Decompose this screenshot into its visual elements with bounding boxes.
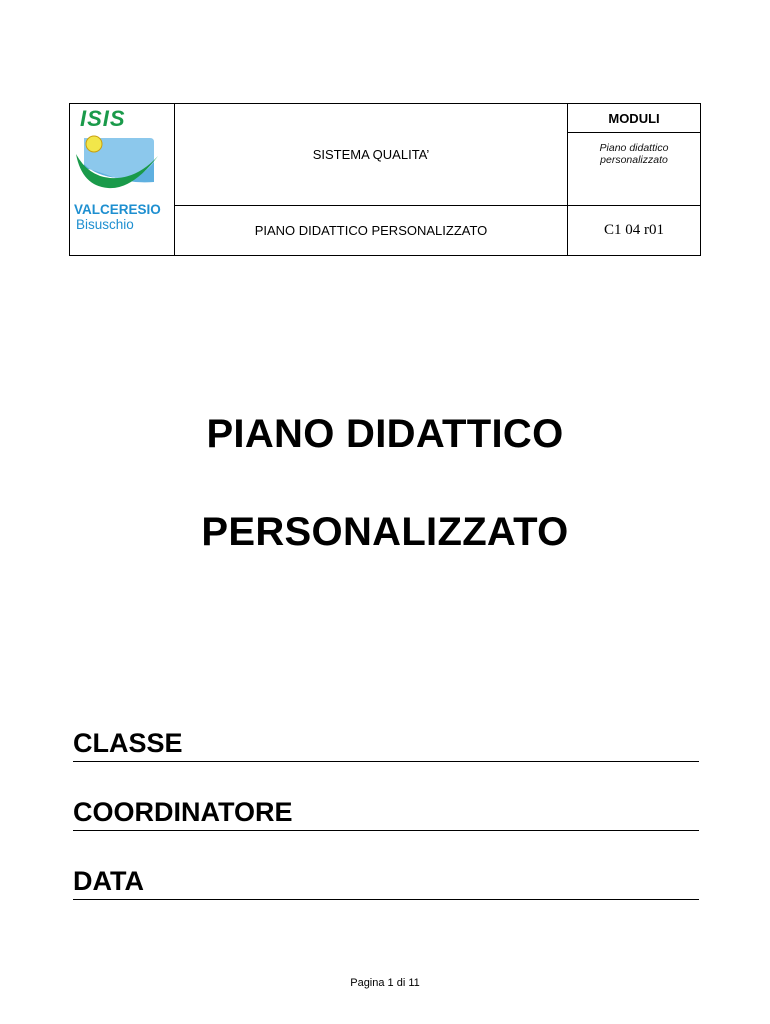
section-sub-cell [568,133,700,206]
page-number: Pagina 1 di 11 [350,977,420,989]
section-sub-text: Piano didattico personalizzato [599,142,669,166]
data-label: DATA [73,866,144,896]
section-label: MODULI [608,110,660,126]
header-table [69,103,701,256]
main-title-line1: PIANO DIDATTICO [206,412,564,456]
svg-text:Bisuschio: Bisuschio [76,217,134,232]
document-label-cell [175,206,568,255]
system-label: SISTEMA QUALITA’ [312,147,430,162]
doc-code-cell [568,206,700,255]
section-label-cell [568,104,700,133]
school-logo [70,104,175,255]
coordinatore-label: COORDINATORE [73,797,293,827]
main-title-line2: PERSONALIZZATO [201,510,569,554]
coordinatore-field[interactable] [73,796,699,831]
system-label-cell [175,104,568,206]
classe-field[interactable] [73,727,699,762]
svg-text:ISIS: ISIS [80,106,126,131]
data-field[interactable] [73,865,699,900]
document-label: PIANO DIDATTICO PERSONALIZZATO [254,223,488,238]
doc-code: C1 04 r01 [604,222,664,238]
svg-text:VALCERESIO: VALCERESIO [74,202,161,217]
isis-logo-icon [70,104,174,255]
classe-label: CLASSE [73,728,183,758]
section-sub [568,133,700,214]
